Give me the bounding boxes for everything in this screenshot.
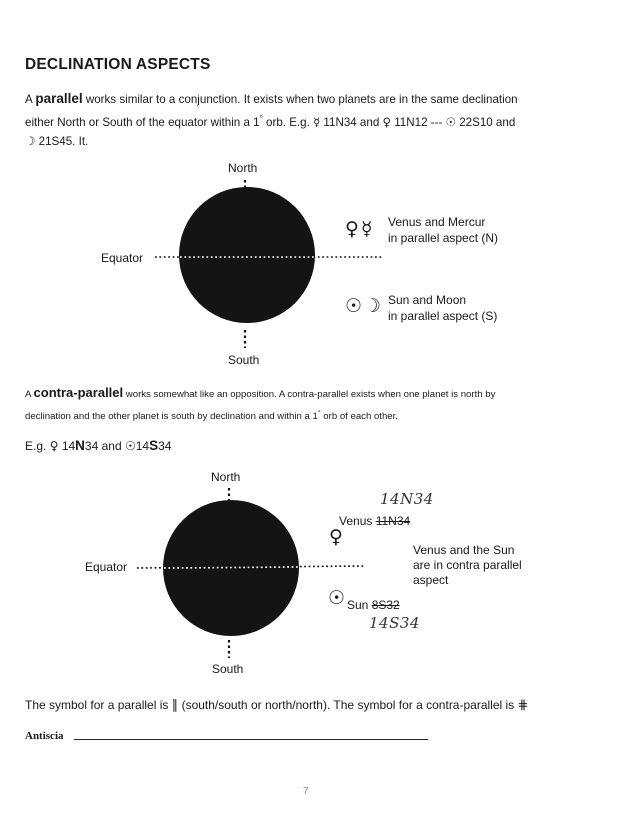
contra-parallel-symbol-icon: ⋕ xyxy=(517,698,529,713)
equator-label: Equator xyxy=(85,560,128,574)
example-prefix: E.g. xyxy=(25,439,50,453)
parallel-line1-text: works similar to a conjunction. It exists when two planets are in the same declination xyxy=(82,93,518,106)
contra-line-1 xyxy=(25,383,620,404)
contra-note-line3: aspect xyxy=(413,573,449,587)
antiscia-heading: Antiscia xyxy=(25,730,64,742)
equator-label: Equator xyxy=(101,251,144,265)
parallel-line2-text-b: orb. E.g. xyxy=(262,115,314,129)
parallel-diagram xyxy=(0,150,637,375)
contra-example xyxy=(25,436,171,456)
venus-handwritten-value: 14N34 xyxy=(380,490,434,508)
pair1-caption xyxy=(388,214,498,246)
venus-icon: ♀ xyxy=(382,114,391,129)
sun-value-a: 14 xyxy=(135,439,150,453)
sun-struck-value: 8S32 xyxy=(371,598,400,612)
mercury-value: 11N34 and xyxy=(320,115,383,129)
parallel-paragraph xyxy=(25,89,615,151)
contra-paragraph xyxy=(25,383,620,426)
mercury-icon: ☿ xyxy=(313,114,321,129)
contra-line2-text-a: declination and the other planet is south by declination and within a 1 xyxy=(25,411,318,423)
contra-term: contra-parallel xyxy=(33,385,124,400)
sun-icon: ☉ xyxy=(328,587,346,609)
contra-line-2 xyxy=(25,404,620,426)
venus-icon: ♀ xyxy=(329,526,343,548)
page-title: DECLINATION ASPECTS xyxy=(25,56,211,73)
parallel-line-2 xyxy=(25,109,615,132)
venus-value-a: 14 xyxy=(58,439,76,453)
venus-value: 11N12 --- xyxy=(391,115,446,129)
sun-value-c: 34 xyxy=(158,439,172,453)
parallel-line2-text-a: either North or South of the equator within a 1 xyxy=(25,115,260,129)
sun-handwritten-value: 14S34 xyxy=(369,614,420,632)
sun-label xyxy=(347,598,400,612)
venus-icon: ♀ xyxy=(49,439,59,453)
north-label: North xyxy=(228,161,258,175)
pair2-caption xyxy=(388,292,497,324)
contra-intro: A xyxy=(25,389,34,400)
parallel-line-3 xyxy=(25,132,615,151)
venus-value-c: 34 and xyxy=(84,439,125,453)
antiscia-blank-line xyxy=(74,739,428,740)
sun-label-text: Sun xyxy=(347,598,372,612)
earth-globe xyxy=(179,187,315,323)
contra-note-line2: are in contra parallel xyxy=(413,558,522,572)
venus-mercury-icon: ♀☿ xyxy=(345,218,375,240)
parallel-term: parallel xyxy=(35,91,83,106)
pair1-caption-line2: in parallel aspect (N) xyxy=(388,231,499,245)
moon-value: 21S45. It. xyxy=(35,134,89,148)
degree-symbol: ° xyxy=(259,114,263,123)
venus-label-text: Venus xyxy=(339,514,376,528)
page-number: 7 xyxy=(303,786,309,797)
contra-line1-text: works somewhat like an opposition. A contra-parallel exists when one planet is north by xyxy=(123,389,496,400)
parallel-line-1 xyxy=(25,89,615,109)
sun-moon-icon: ☉☽ xyxy=(345,295,384,317)
north-label: North xyxy=(211,470,241,484)
moon-icon: ☽ xyxy=(25,133,36,148)
venus-label xyxy=(339,514,410,528)
pair2-caption-line1: Sun and Moon xyxy=(388,293,467,307)
symbols-sentence xyxy=(25,698,528,713)
symbols-text-1: The symbol for a parallel is xyxy=(25,698,172,712)
pair1-caption-line1: Venus and Mercur xyxy=(388,215,486,229)
contra-parallel-diagram xyxy=(0,470,637,695)
symbols-text-2: (south/south or north/north). The symbol for a contra-parallel is xyxy=(178,698,518,712)
parallel-symbol-icon: ∥ xyxy=(171,698,179,713)
pair2-caption-line2: in parallel aspect (S) xyxy=(388,309,498,323)
sun-value-south: S xyxy=(149,438,159,453)
south-label: South xyxy=(228,353,260,367)
venus-struck-value: 11N34 xyxy=(375,514,411,528)
south-label: South xyxy=(212,662,244,676)
parallel-intro: A xyxy=(25,93,36,106)
sun-icon: ☉ xyxy=(445,114,456,129)
degree-symbol: ° xyxy=(317,410,321,417)
contra-note-line1: Venus and the Sun xyxy=(413,543,515,557)
venus-value-north: N xyxy=(75,438,85,453)
sun-icon: ☉ xyxy=(124,439,136,453)
contra-line2-text-b: orb of each other. xyxy=(320,411,398,423)
contra-note xyxy=(413,543,522,588)
sun-value: 22S10 and xyxy=(455,115,516,129)
